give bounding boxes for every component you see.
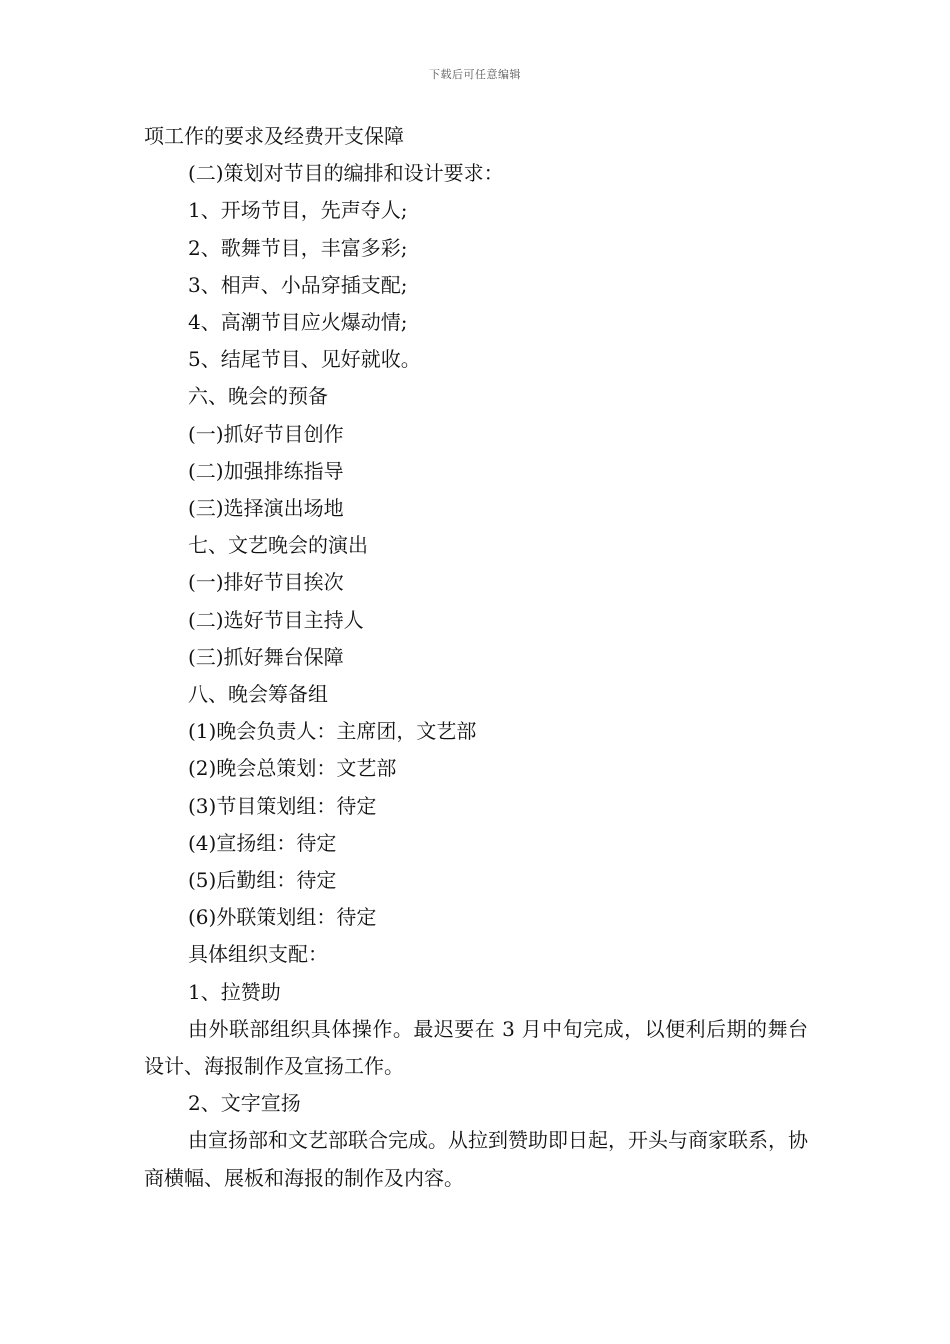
- document-body: [144, 118, 808, 1197]
- list-item: (三)选择演出场地: [188, 496, 344, 521]
- section-heading: 六、晚会的预备: [188, 384, 328, 409]
- list-item: 4、高潮节目应火爆动情;: [188, 310, 408, 335]
- list-item: (二)加强排练指导: [188, 458, 344, 483]
- list-item: 2、歌舞节目，丰富多彩;: [188, 235, 408, 260]
- paragraph: 由宣扬部和文艺部联合完成。从拉到赞助即日起，开头与商家联系，协商横幅、展板和海报的制作及内容。: [144, 1128, 808, 1190]
- list-item: 3、相声、小品穿插支配;: [188, 272, 408, 297]
- header-note: 下载后可任意编辑: [429, 68, 521, 81]
- paragraph: 由外联部组织具体操作。最迟要在 3 月中旬完成，以便利后期的舞台设计、海报制作及宣扬工作。: [144, 1016, 808, 1079]
- section-heading: (二)策划对节目的编排和设计要求：: [188, 161, 504, 186]
- list-item: (4)宣扬组：待定: [188, 830, 337, 855]
- list-item: (三)抓好舞台保障: [188, 644, 344, 669]
- text-line: 项工作的要求及经费开支保障: [144, 124, 404, 148]
- section-heading: 八、晚会筹备组: [188, 682, 328, 707]
- list-item: (二)选好节目主持人: [188, 607, 364, 632]
- list-item: 5、结尾节目、见好就收。: [188, 347, 421, 372]
- list-item: (1)晚会负责人：主席团，文艺部: [188, 719, 477, 744]
- list-item: (6)外联策划组：待定: [188, 905, 377, 930]
- list-item: 1、开场节目，先声夺人;: [188, 198, 408, 223]
- section-heading: 七、文艺晚会的演出: [188, 533, 368, 558]
- list-item: (2)晚会总策划：文艺部: [188, 756, 397, 781]
- list-item: (3)节目策划组：待定: [188, 793, 377, 818]
- list-item: 1、拉赞助: [188, 979, 281, 1004]
- list-item: (5)后勤组：待定: [188, 868, 337, 893]
- list-item: (一)抓好节目创作: [188, 421, 344, 446]
- list-item: 2、文字宣扬: [188, 1091, 301, 1116]
- list-item: (一)排好节目挨次: [188, 570, 344, 595]
- section-heading: 具体组织支配：: [188, 942, 328, 967]
